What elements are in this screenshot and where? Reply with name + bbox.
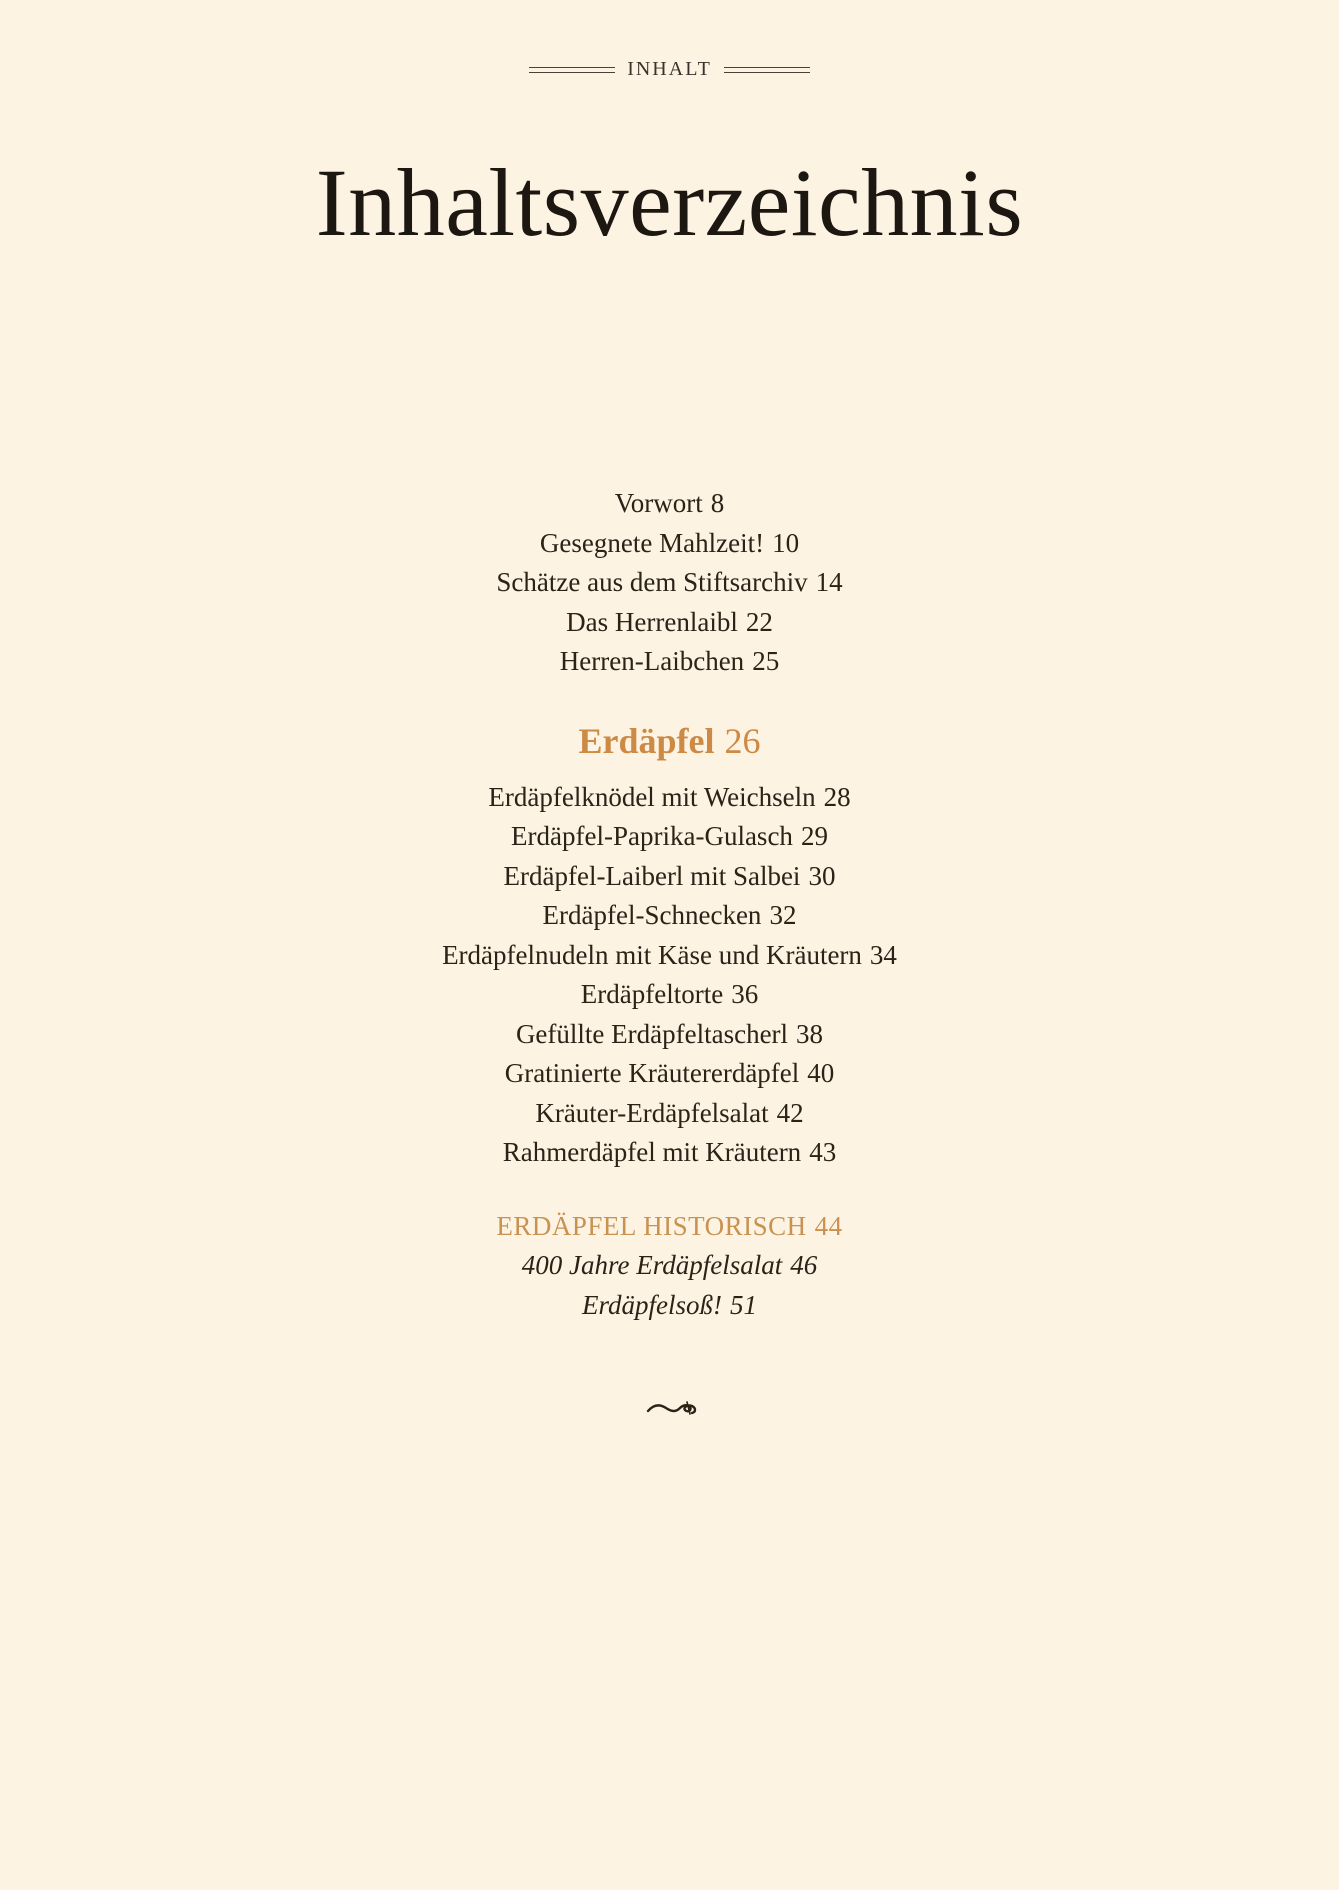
section-title: Erdäpfel bbox=[578, 720, 715, 761]
toc-entry[interactable] bbox=[0, 1286, 1339, 1326]
page-title: Inhaltsverzeichnis bbox=[315, 149, 1024, 256]
toc-entry[interactable] bbox=[0, 603, 1339, 643]
toc-entry-page: 10 bbox=[772, 527, 800, 558]
toc-entry-page: 8 bbox=[710, 488, 725, 518]
flourish-ornament-icon bbox=[646, 1396, 706, 1420]
toc-entry-title: Das Herrenlaibl bbox=[566, 606, 738, 637]
toc-entry[interactable] bbox=[0, 1246, 1339, 1286]
table-of-contents bbox=[0, 484, 1339, 1325]
toc-entry[interactable] bbox=[0, 563, 1339, 603]
toc-subsection-heading[interactable] bbox=[0, 1207, 1339, 1247]
toc-entry-title: Vorwort bbox=[614, 488, 703, 518]
toc-entry-title: Herren-Laibchen bbox=[559, 646, 745, 676]
toc-entry-title: Erdäpfelnudeln mit Käse und Kräutern bbox=[442, 939, 862, 970]
header-rule-left bbox=[529, 67, 615, 73]
subsection-page: 44 bbox=[814, 1210, 843, 1241]
toc-entry-page: 22 bbox=[745, 606, 773, 637]
toc-entry-page: 36 bbox=[731, 979, 759, 1009]
toc-entry[interactable] bbox=[0, 1133, 1339, 1173]
header-kicker: INHALT bbox=[627, 58, 712, 80]
toc-entry[interactable] bbox=[0, 896, 1339, 936]
toc-entry[interactable] bbox=[0, 642, 1339, 682]
toc-entry-title: Kräuter-Erdäpfelsalat bbox=[535, 1097, 769, 1128]
toc-entry-page: 28 bbox=[823, 781, 851, 812]
toc-section-heading[interactable] bbox=[0, 716, 1339, 766]
toc-entry-title: Erdäpfelknödel mit Weichseln bbox=[488, 781, 816, 812]
toc-entry-page: 29 bbox=[800, 821, 828, 851]
toc-entry[interactable] bbox=[0, 1015, 1339, 1055]
toc-entry-title: 400 Jahre Erdäpfelsalat bbox=[521, 1250, 783, 1280]
toc-entry[interactable] bbox=[0, 975, 1339, 1015]
toc-entry-title: Schätze aus dem Stiftsarchiv bbox=[496, 567, 808, 597]
toc-entry-title: Gesegnete Mahlzeit! bbox=[539, 527, 765, 558]
page-header bbox=[0, 58, 1339, 81]
toc-entry-title: Erdäpfel-Schnecken bbox=[542, 900, 762, 930]
toc-entry-title: Rahmerdäpfel mit Kräutern bbox=[502, 1137, 802, 1167]
toc-entry-page: 34 bbox=[869, 939, 897, 970]
toc-entry-page: 32 bbox=[769, 900, 797, 930]
toc-entry-page: 51 bbox=[729, 1289, 757, 1320]
toc-entry[interactable] bbox=[0, 936, 1339, 976]
section-page: 26 bbox=[724, 720, 761, 761]
toc-entry-page: 42 bbox=[776, 1097, 804, 1128]
toc-entry-page: 14 bbox=[815, 567, 843, 597]
toc-entry-title: Gratinierte Kräutererdäpfel bbox=[504, 1058, 800, 1088]
toc-entry-title: Gefüllte Erdäpfeltascherl bbox=[515, 1018, 789, 1049]
toc-entry-page: 43 bbox=[809, 1137, 837, 1167]
toc-entry-title: Erdäpfel-Laiberl mit Salbei bbox=[503, 860, 801, 891]
toc-entry[interactable] bbox=[0, 817, 1339, 857]
toc-entry-page: 40 bbox=[807, 1058, 835, 1088]
toc-entry-page: 46 bbox=[790, 1250, 818, 1280]
toc-entry-page: 38 bbox=[796, 1018, 824, 1049]
toc-entry-page: 25 bbox=[752, 646, 780, 676]
toc-entry-page: 30 bbox=[808, 860, 836, 891]
toc-entry[interactable] bbox=[0, 778, 1339, 818]
toc-entry[interactable] bbox=[0, 1054, 1339, 1094]
toc-entry[interactable] bbox=[0, 524, 1339, 564]
toc-entry-title: Erdäpfelsoß! bbox=[582, 1289, 722, 1320]
toc-entry[interactable] bbox=[0, 857, 1339, 897]
header-rule-right bbox=[724, 67, 810, 73]
toc-entry-title: Erdäpfel-Paprika-Gulasch bbox=[511, 821, 793, 851]
toc-entry-title: Erdäpfeltorte bbox=[580, 979, 724, 1009]
toc-entry[interactable] bbox=[0, 1094, 1339, 1134]
toc-entry[interactable] bbox=[0, 484, 1339, 524]
subsection-title: ERDÄPFEL HISTORISCH bbox=[496, 1210, 807, 1241]
